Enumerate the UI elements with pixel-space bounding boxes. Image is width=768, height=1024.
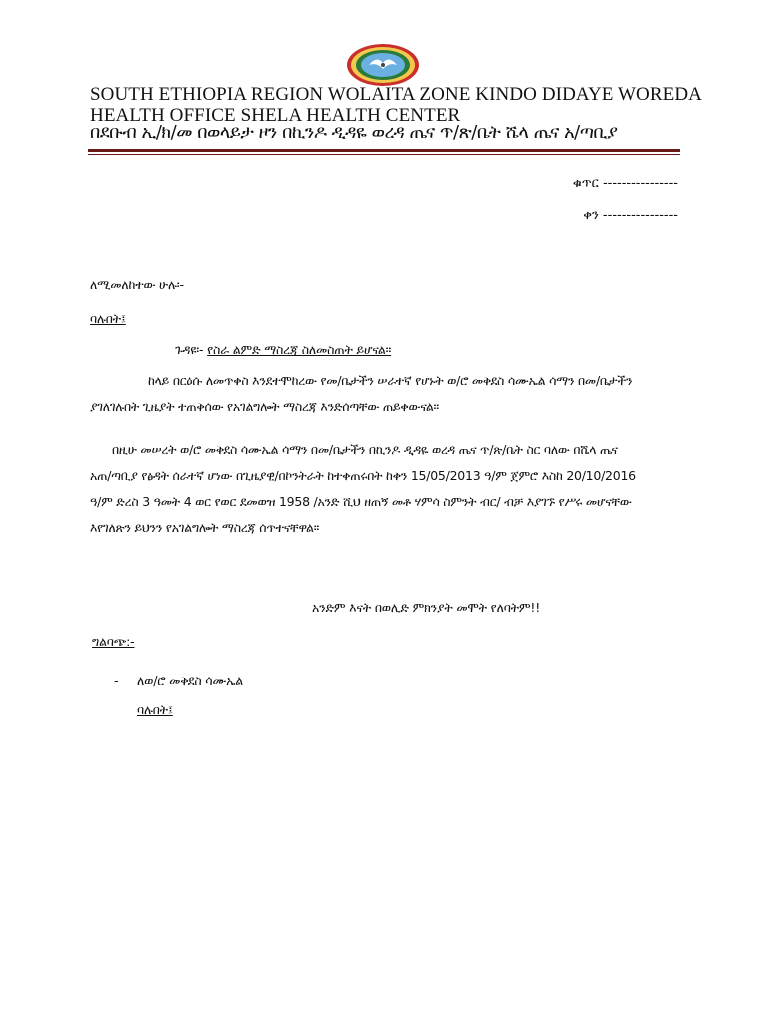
paragraph-2-line: በዚሁ መሠረት ወ/ሮ መቅደስ ሳሙኤል ሳማን በመ/ቤታችን በኪንዶ ዲዳዬ ወረዳ ጤና ጥ/ጽ/ቤት ስር ባለው በሼላ ጤና [112, 442, 618, 457]
paragraph-2 [90, 437, 682, 541]
paragraph-2-line: እየገለጽን ይህንን የአገልግሎት ማስረጃ ሰጥተናቸዋል፡፡ [90, 520, 320, 535]
copy-recipient-greeting: ባሉበት፤ [137, 702, 173, 717]
paragraph-1-line: ያገለገሉበት ጊዜያት ተጠቅሰው የአገልግሎት ማስረጃ እንድሰጣቸው ጠይቀውናል፡፡ [90, 399, 439, 414]
paragraph-2-line: አጠ/ጣቢያ የፅዳት ሰራተኛ ሆነው በጊዜያዊ/በኮንትራት ከተቀጠሩበት ከቀን 15/05/2013 ዓ/ም ጀምሮ እስከ 20/10/2016 [90, 468, 636, 483]
subject-text: የስራ ልምድ ማስረጃ ስለመስጠት ይሆናል፡፡ [207, 342, 392, 357]
paragraph-2-line: ዓ/ም ድረስ 3 ዓመት 4 ወር የወር ደመወዝ 1958 /አንድ ሺህ ዘጠኝ መቶ ሃምሳ ስምንት ብር/ ብቻ እያገኙ የሥሩ መሆናቸው [90, 494, 632, 509]
copy-recipient-name: ለወ/ሮ መቅደስ ሳሙኤል [137, 673, 244, 688]
header-divider-thick [88, 149, 680, 152]
paragraph-1 [90, 368, 682, 420]
copy-bullet: - [114, 673, 119, 688]
slogan: አንድም እናት በወሊድ ምክንያት መሞት የለባትም!! [312, 600, 541, 615]
reference-date: ቀን ---------------- [583, 208, 678, 223]
subject-line [175, 342, 391, 358]
greeting: ባሉበት፤ [90, 311, 126, 326]
reference-number: ቁጥር ---------------- [572, 176, 678, 191]
paragraph-1-line: ከላይ በርዕሱ ለመጥቀስ እንደተሞከረው የመ/ቤታችን ሠራተኛ የሆኑት ወ/ሮ መቅደስ ሳሙኤል ሳማን በመ/ቤታችን [148, 373, 633, 388]
header-line-amharic: በደቡብ ኢ/ክ/መ በወላይታ ዞን በኪንዶ ዲዳዬ ወረዳ ጤና ጥ/ጽ/ቤት ሼላ ጤና አ/ጣቢያ [90, 122, 618, 143]
header-divider-thin [88, 154, 680, 155]
subject-label: ጉዳዩ፡- [175, 342, 204, 357]
addressee: ለሚመለከተው ሁሉ፡- [90, 277, 184, 292]
regional-emblem-icon [345, 43, 421, 87]
copy-label: ግልባጭ:- [92, 634, 135, 649]
header-line-1: SOUTH ETHIOPIA REGION WOLAITA ZONE KINDO DIDAYE WOREDA [90, 84, 702, 105]
header-line-2: HEALTH OFFICE SHELA HEALTH CENTER [90, 105, 461, 126]
